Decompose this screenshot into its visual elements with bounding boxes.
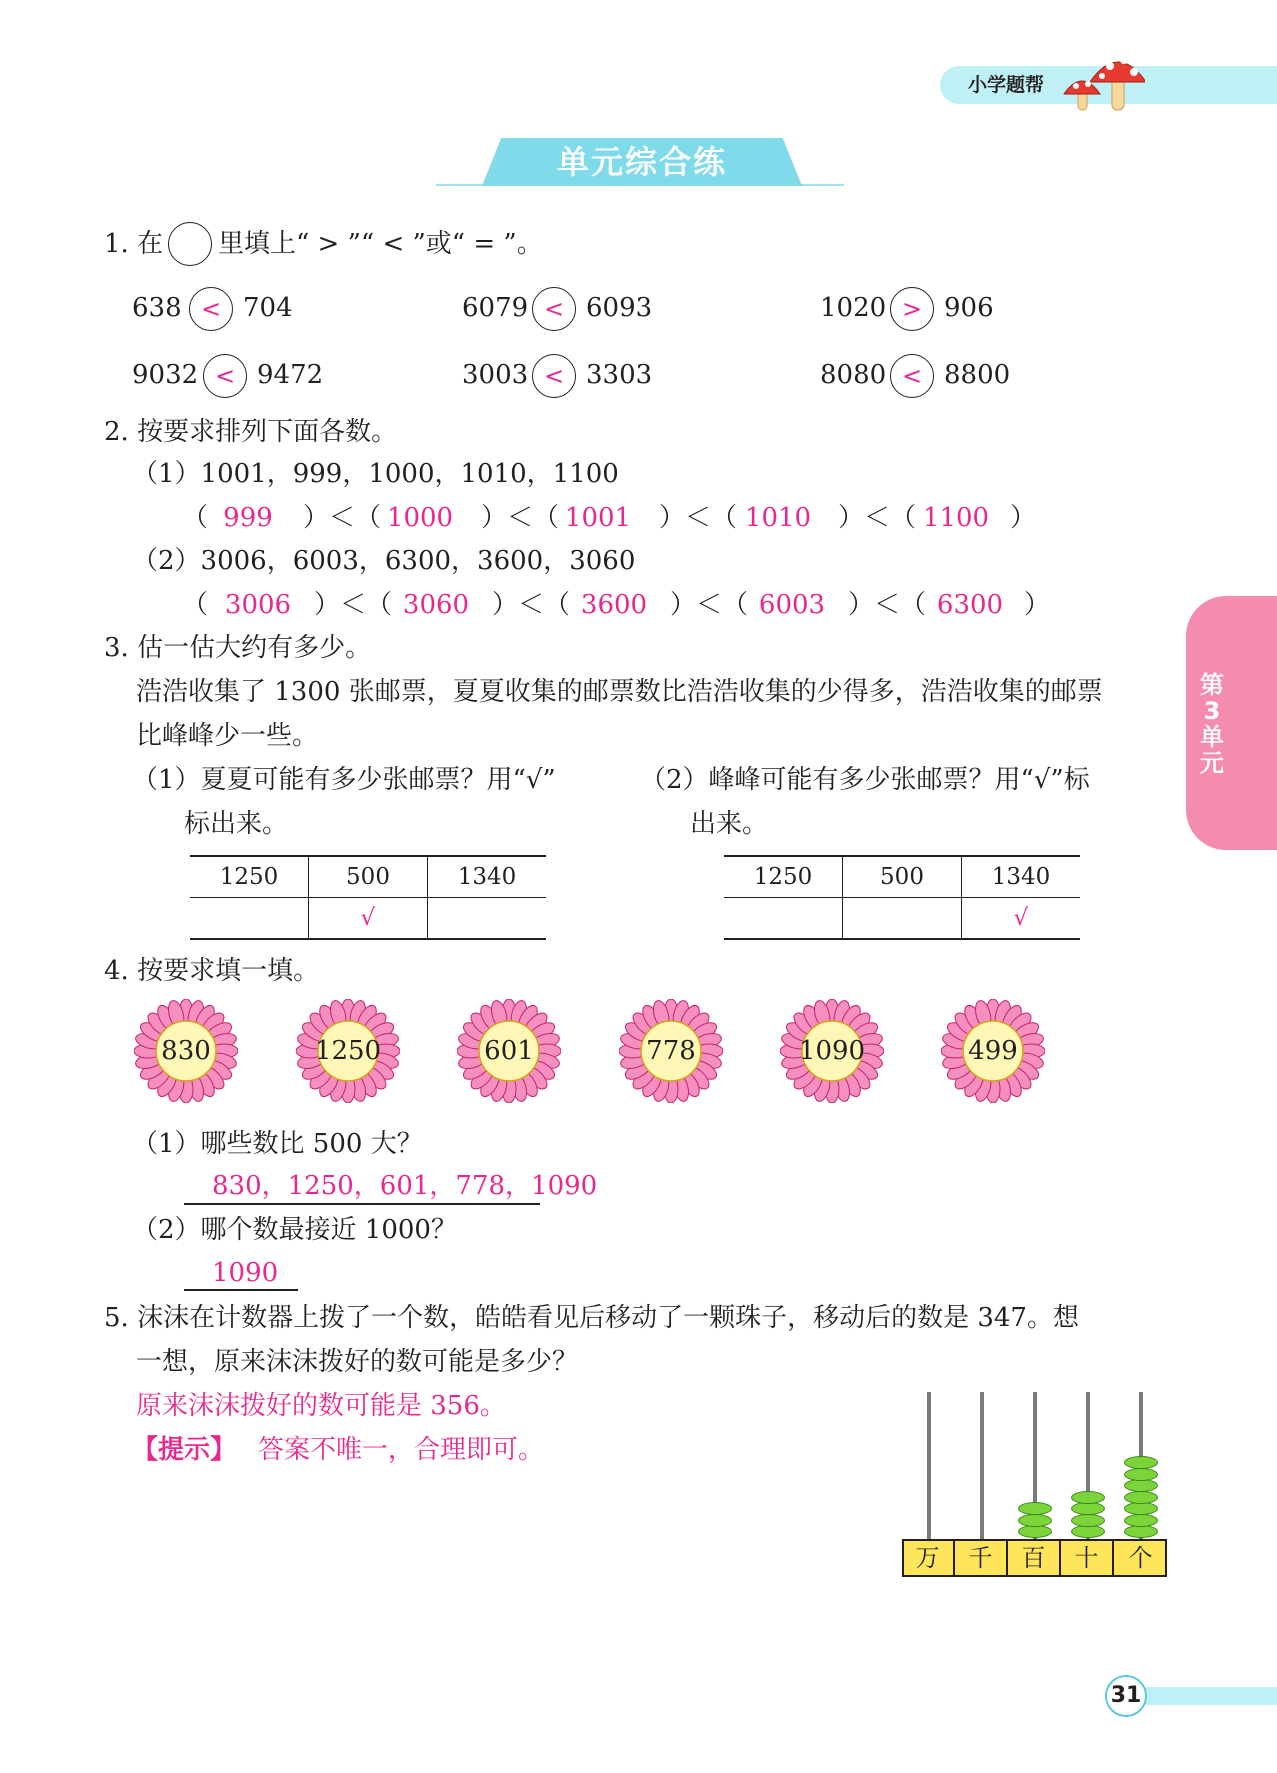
table-header-cell: 1250 <box>190 856 309 898</box>
abacus-bead <box>1124 1525 1158 1538</box>
q3-part1-line1: （1）夏夏可能有多少张邮票？用“√” <box>132 765 556 795</box>
abacus-bead <box>1018 1525 1052 1538</box>
q4-answer2: 1090 <box>212 1258 279 1288</box>
q2-p2-answer: 3060 <box>402 590 470 620</box>
unit-side-label: 第 3 单 元 <box>1200 671 1224 777</box>
q4-stem: 4. 按要求填一填。 <box>104 956 320 986</box>
table-mark-cell <box>428 898 547 940</box>
q1-item-answer: < <box>543 295 565 323</box>
q2-lt: ）＜（ <box>659 503 738 533</box>
flower-number: 1090 <box>798 1036 866 1066</box>
table-header-cell: 500 <box>843 856 962 898</box>
flower-number: 601 <box>484 1036 534 1066</box>
q5-line2: 一想，原来沫沫拨好的数可能是多少？ <box>136 1347 579 1377</box>
flower-number: 778 <box>646 1036 696 1066</box>
q3-stem: 3. 估一估大约有多少。 <box>104 633 372 663</box>
q1-item-right: 906 <box>944 293 994 323</box>
q1-item-right: 9472 <box>257 360 324 390</box>
q1-item-answer: < <box>543 362 565 390</box>
q2-p1-answer: 1001 <box>564 503 632 533</box>
q5-answer: 原来沫沫拨好的数可能是 356。 <box>136 1391 506 1421</box>
abacus-rod <box>980 1392 984 1539</box>
q2-p1-answer: 1100 <box>922 503 990 533</box>
q1-item-left: 1020 <box>820 293 887 323</box>
q2-p2-answer: 6003 <box>758 590 826 620</box>
answer-underline <box>184 1203 540 1205</box>
q2-lt: ）＜（ <box>492 590 571 620</box>
abacus-place-label: 万 <box>902 1539 955 1577</box>
q5-hint-label: 【提示】 <box>132 1435 237 1465</box>
q3-text-line1: 浩浩收集了 1300 张邮票，夏夏收集的邮票数比浩浩收集的少得多，浩浩收集的邮票 <box>136 677 1103 707</box>
q2-lt: ）＜（ <box>314 590 393 620</box>
abacus-rod <box>927 1392 931 1539</box>
q2-p2-answer: 3006 <box>224 590 292 620</box>
flower-number: 1250 <box>314 1036 382 1066</box>
flower-number-card <box>457 999 561 1103</box>
abacus-bead <box>1124 1468 1158 1481</box>
q2-part1: （1）1001，999，1000，1010，1100 <box>132 459 619 489</box>
q1-item-left: 8080 <box>820 360 887 390</box>
abacus-place-label: 十 <box>1061 1539 1114 1577</box>
abacus-bead <box>1124 1456 1158 1469</box>
q1-item-answer: < <box>214 362 236 390</box>
abacus-bead <box>1071 1491 1105 1504</box>
q5-line1: 5. 沫沫在计数器上拨了一个数，皓皓看见后移动了一颗珠子，移动后的数是 347。想 <box>104 1303 1079 1333</box>
q1-item-right: 8800 <box>944 360 1011 390</box>
q1-item-left: 6079 <box>462 293 529 323</box>
q2-lt: ）＜（ <box>848 590 927 620</box>
q2-stem: 2. 按要求排列下面各数。 <box>104 417 398 447</box>
q2-p1-answer: 1010 <box>744 503 812 533</box>
table-mark-cell: √ <box>962 898 1081 940</box>
flower-number-card <box>941 999 1045 1103</box>
abacus-place-label: 百 <box>1008 1539 1061 1577</box>
q2-lt: ）＜（ <box>838 503 917 533</box>
table-header-cell: 500 <box>309 856 428 898</box>
q4-part1: （1）哪些数比 500 大？ <box>132 1129 423 1159</box>
abacus-bead <box>1124 1479 1158 1492</box>
page-title: 单元综合练 <box>556 143 727 181</box>
brand-label: 小学题帮 <box>968 74 1045 96</box>
flower-number-card <box>619 999 723 1103</box>
mushroom-icon <box>1060 46 1145 116</box>
q1-item-right: 6093 <box>586 293 653 323</box>
q1-item-left: 3003 <box>462 360 529 390</box>
q1-item-answer: < <box>200 295 222 323</box>
table-mark-cell <box>190 898 309 940</box>
abacus-bead <box>1018 1514 1052 1527</box>
abacus-bead <box>1071 1514 1105 1527</box>
page-number-bar <box>1140 1687 1277 1705</box>
abacus-place-label: 千 <box>955 1539 1008 1577</box>
abacus-bead <box>1124 1514 1158 1527</box>
q2-p1-answer: 1000 <box>386 503 454 533</box>
q1-item-right: 3303 <box>586 360 653 390</box>
page-number: 31 <box>1110 1683 1142 1708</box>
q2-p2-answer: 6300 <box>936 590 1004 620</box>
q3-text-line2: 比峰峰少一些。 <box>136 721 319 751</box>
q2-p1-answer: 999 <box>223 503 273 533</box>
flower-number: 499 <box>968 1036 1018 1066</box>
q4-answer1: 830，1250，601，778，1090 <box>212 1171 598 1201</box>
q1-suffix: 里填上“ > ”“ < ”或“ = ”。 <box>218 229 543 259</box>
table-mark-cell <box>843 898 962 940</box>
abacus-bead <box>1124 1502 1158 1515</box>
table-header-cell: 1250 <box>724 856 843 898</box>
q2-paren: ） <box>1024 590 1051 620</box>
q1-item-answer: < <box>901 362 923 390</box>
q5-hint: 答案不唯一，合理即可。 <box>258 1435 545 1465</box>
flower-number-card <box>134 999 238 1103</box>
q2-lt: ）＜（ <box>670 590 749 620</box>
table-header-cell: 1340 <box>428 856 547 898</box>
q2-lt: ）＜（ <box>303 503 382 533</box>
answer-underline <box>184 1289 298 1291</box>
q2-part2: （2）3006，6003，6300，3600，3060 <box>132 546 636 576</box>
abacus-bead <box>1018 1502 1052 1515</box>
flower-number-card <box>780 999 884 1103</box>
q3-table-2 <box>724 855 1080 940</box>
table-mark-cell <box>724 898 843 940</box>
flower-number-card <box>296 999 400 1103</box>
q2-p2-answer: 3600 <box>580 590 648 620</box>
table-header-cell: 1340 <box>962 856 1081 898</box>
q4-part2: （2）哪个数最接近 1000？ <box>132 1215 457 1245</box>
q2-paren: （ <box>182 590 209 620</box>
q3-part2-line1: （2）峰峰可能有多少张邮票？用“√”标 <box>640 765 1090 795</box>
abacus-place-label: 个 <box>1128 1544 1153 1572</box>
q2-paren: （ <box>182 503 209 533</box>
q3-part2-line2: 出来。 <box>690 809 769 839</box>
q1-item-left: 638 <box>132 293 182 323</box>
q2-lt: ）＜（ <box>481 503 560 533</box>
q1-item-left: 9032 <box>132 360 199 390</box>
abacus-bead <box>1124 1491 1158 1504</box>
abacus-bead <box>1071 1502 1105 1515</box>
q1-prefix: 1. 在 <box>104 229 164 259</box>
q3-part1-line2: 标出来。 <box>184 809 289 839</box>
q2-paren: ） <box>1010 503 1037 533</box>
q1-blank-circle <box>168 222 212 266</box>
q3-table-1 <box>190 855 546 940</box>
table-mark-cell: √ <box>309 898 428 940</box>
q1-item-right: 704 <box>243 293 293 323</box>
q1-item-answer: > <box>901 295 923 323</box>
flower-number: 830 <box>161 1036 211 1066</box>
abacus-bead <box>1071 1525 1105 1538</box>
